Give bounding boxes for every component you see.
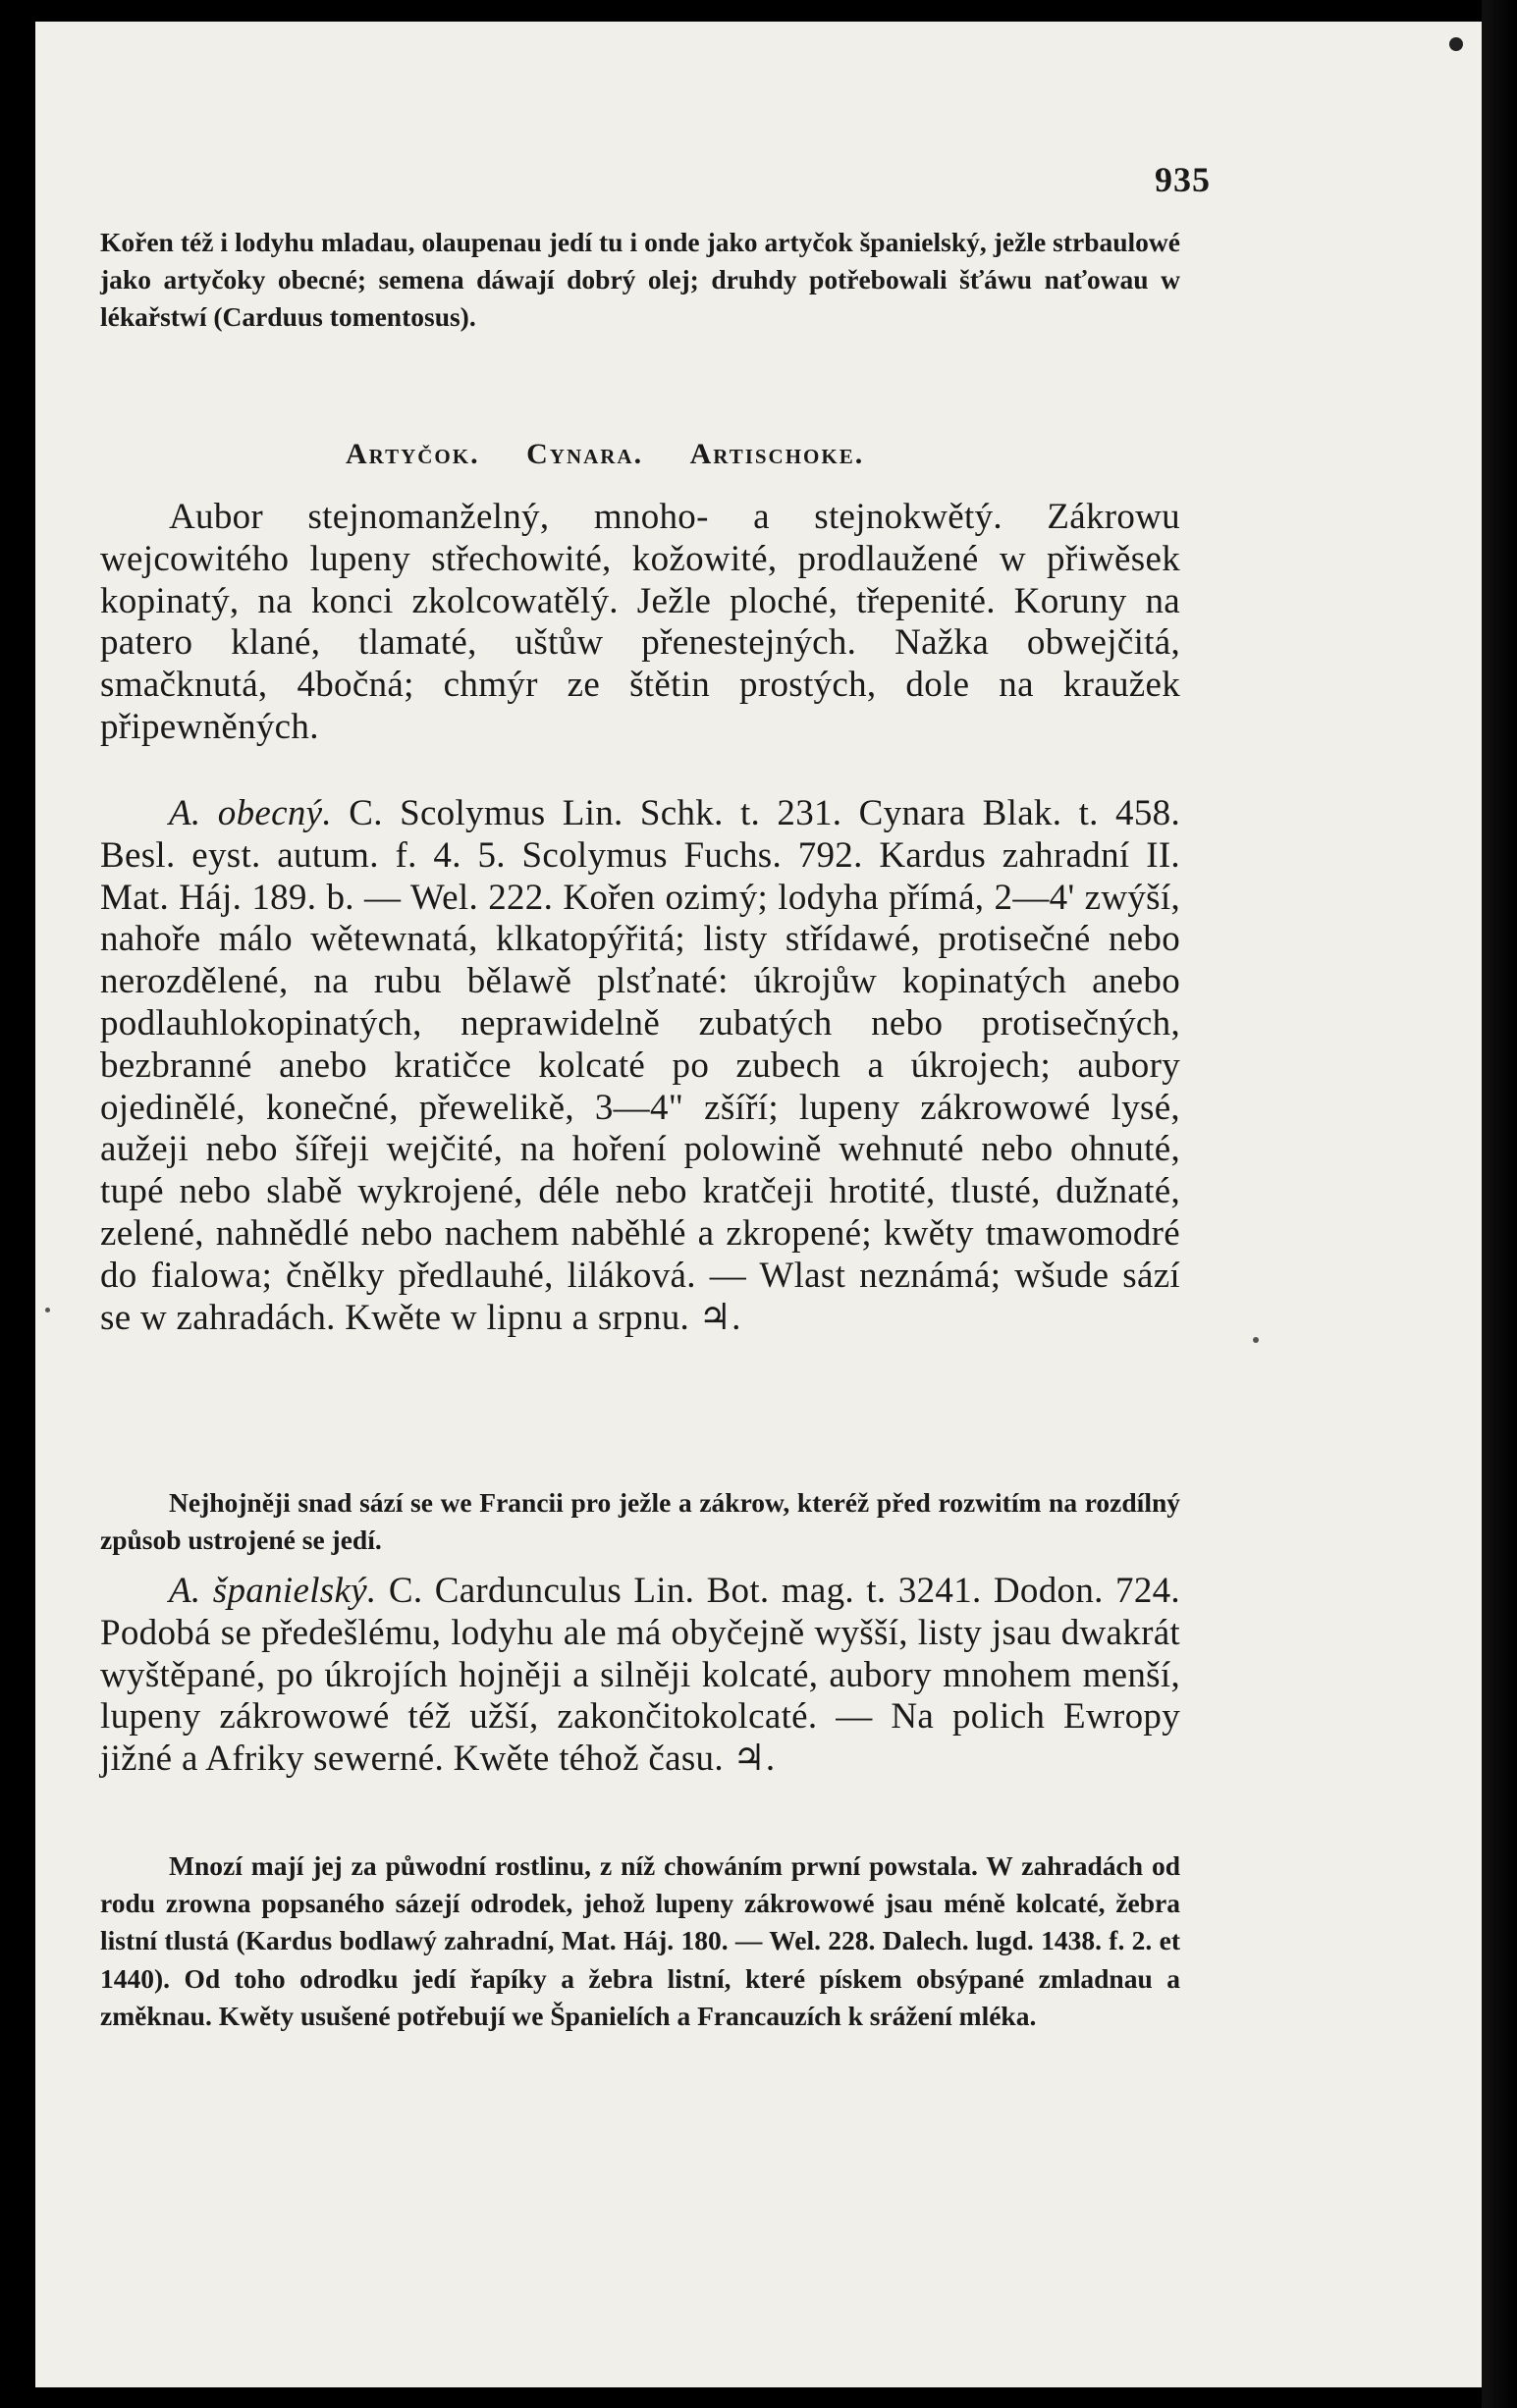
paper-speck xyxy=(1449,37,1463,51)
species-1-note: Nejhojněji snad sází se we Francii pro ježle a zákrow, kteréž před rozwitím na rozdílný způsob ustrojené se jedí. xyxy=(100,1487,1180,1556)
genus-latin-name: Cynara. xyxy=(526,438,644,470)
scan-edge xyxy=(1482,0,1517,2408)
genus-czech-name: Artyčok. xyxy=(346,438,480,470)
species-2-text: C. Cardunculus Lin. Bot. mag. t. 3241. Dodon. 724. Podobá se předešlému, lodyhu ale má obyčejně wyšší, listy jsau dwakrát wyštěpané, po úkrojích hojněji a silněji kolcaté, aubory mnohem menší, lupeny zákrowowé též užší, zakončitokolcaté. — Na polich Ewropy jižné a Afriky sewerné. Kwěte téhož času. ♃. xyxy=(100,1571,1180,1780)
species-2-name: A. španielský. xyxy=(169,1571,377,1611)
species-2-note: Mnozí mají jej za půwodní rostlinu, z níž chowáním prwní powstala. W zahradách od rodu zrowna popsaného sázejí odrodek, jehož lupeny zákrowowé jsau méně kolcaté, žebra listní tlustá (Kardus bodlawý zahradní, Mat. Háj. 180. — Wel. 228. Dalech. lugd. 1438. f. 2. et 1440). Od toho odrodku jedí řapíky a žebra listní, které pískem obsýpané zmladnau a změknau. Kwěty usušené potřebují we Španielích a Francauzích k srážení mléka. xyxy=(100,1850,1180,2031)
genus-german-name: Artischoke. xyxy=(689,438,865,470)
page-number: 935 xyxy=(1155,160,1211,199)
paper-speck xyxy=(45,1308,50,1312)
species-1-paragraph xyxy=(100,793,1180,1339)
intro-note: Kořen též i lodyhu mladau, olaupenau jedí tu i onde jako artyčok španielský, ježle strbaulowé jako artyčoky obecné; semena dáwají dobrý olej; druhdy potřebowali šťáwu naťowau w lékařstwí (Carduus tomentosus). xyxy=(100,227,1180,333)
species-1-text: C. Scolymus Lin. Schk. t. 231. Cynara Blak. t. 458. Besl. eyst. autum. f. 4. 5. Scolymus Fuchs. 792. Kardus zahradní II. Mat. Háj. 189. b. — Wel. 222. Kořen ozimý; lodyha přímá, 2—4' zwýší, nahoře málo wětewnatá, klkatopýřitá; listy střídawé, protisečné nebo nerozdělené, na rubu bělawě plsťnaté: úkrojůw kopinatých anebo podlauhlokopinatých, neprawidelně zubatých nebo protisečných, bezbranné anebo kratičce kolcaté po zubech a úkrojech; aubory ojedinělé, konečné, přewelikě, 3—4" zšíří; lupeny zákrowowé lysé, aužeji nebo šířeji wejčité, na hoření polowině wehnuté nebo ohnuté, tupé nebo slabě wykrojené, déle nebo kratčeji hrotité, tlusté, dužnaté, zelené, nahnědlé nebo nachem naběhlé a zkropené; kwěty tmawomodré do fialowa; čnělky předlauhé, liláková. — Wlast neznámá; wšude sází se w zahradách. Kwěte w lipnu a srpnu. ♃. xyxy=(100,793,1180,1338)
species-1-name: A. obecný. xyxy=(169,793,332,833)
species-2-paragraph xyxy=(100,1571,1180,1781)
book-page xyxy=(35,22,1487,2387)
paper-speck xyxy=(1253,1337,1259,1343)
genus-header xyxy=(346,438,901,471)
genus-description: Aubor stejnomanželný, mnoho- a stejnokwětý. Zákrowu wejcowitého lupeny střechowité, kožowité, prodlaužené w přiwěsek kopinatý, na konci zkolcowatělý. Ježle ploché, třepenité. Koruny na patero klané, tlamaté, uštůw přenestejných. Nažka obwejčitá, smačknutá, 4bočná; chmýr ze štětin prostých, dole na kraužek připewněných. xyxy=(100,497,1180,747)
